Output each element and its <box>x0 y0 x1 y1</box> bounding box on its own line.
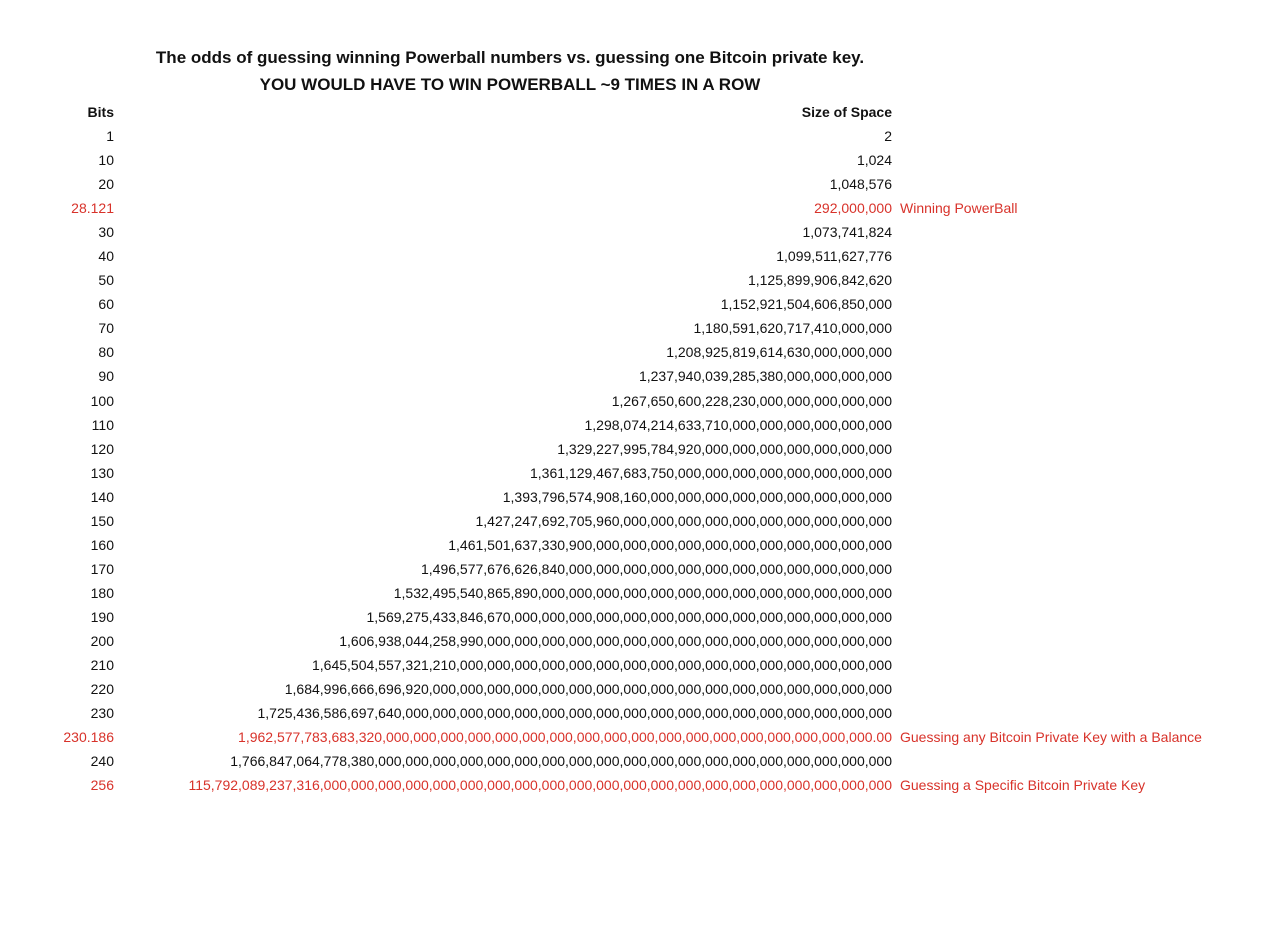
bits-cell: 90 <box>98 368 114 385</box>
bits-cell: 190 <box>90 608 114 625</box>
annotation-note: Winning PowerBall <box>900 200 1018 217</box>
table-row <box>0 416 1280 440</box>
size-cell: 1,684,996,666,696,920,000,000,000,000,000,000,000,000,000,000,000,000,000,000,000,000,000 <box>284 681 892 698</box>
bits-cell: 50 <box>98 272 114 289</box>
bits-cell: 256 <box>90 777 114 794</box>
table-row <box>0 464 1280 488</box>
table-header <box>0 103 1280 127</box>
bits-cell: 170 <box>90 560 114 577</box>
table-row <box>0 752 1280 776</box>
annotation-note: Guessing any Bitcoin Private Key with a Balance <box>900 729 1202 746</box>
bits-cell: 150 <box>90 512 114 529</box>
bits-cell: 1 <box>106 128 114 144</box>
table-row <box>0 632 1280 656</box>
bits-cell: 120 <box>90 440 114 457</box>
bits-cell: 180 <box>90 584 114 601</box>
size-cell: 1,427,247,692,705,960,000,000,000,000,000,000,000,000,000,000 <box>475 512 892 529</box>
bits-cell: 110 <box>91 416 114 433</box>
size-cell: 1,208,925,819,614,630,000,000,000 <box>666 344 892 361</box>
bits-cell: 20 <box>98 176 114 193</box>
size-cell: 1,237,940,039,285,380,000,000,000,000 <box>638 368 892 385</box>
size-cell: 1,766,847,064,778,380,000,000,000,000,000,000,000,000,000,000,000,000,000,000,000,000,000,000,000 <box>230 753 892 770</box>
size-cell: 1,532,495,540,865,890,000,000,000,000,000,000,000,000,000,000,000,000,000 <box>393 584 892 601</box>
table-row <box>0 584 1280 608</box>
table-row <box>0 295 1280 319</box>
table-row <box>0 536 1280 560</box>
bits-cell: 28.121 <box>71 200 114 217</box>
size-cell: 1,569,275,433,846,670,000,000,000,000,000,000,000,000,000,000,000,000,000,000 <box>366 608 892 625</box>
table-row <box>0 560 1280 584</box>
table-row <box>0 392 1280 416</box>
bits-cell: 230.186 <box>63 729 114 746</box>
size-cell: 1,298,074,214,633,710,000,000,000,000,000,000 <box>584 416 892 433</box>
page-subtitle: YOU WOULD HAVE TO WIN POWERBALL ~9 TIMES IN A ROW <box>259 75 761 94</box>
bits-cell: 240 <box>90 753 114 770</box>
bits-cell: 230 <box>90 705 114 722</box>
size-cell: 1,329,227,995,784,920,000,000,000,000,000,000,000 <box>557 440 892 457</box>
table-row <box>0 680 1280 704</box>
size-cell: 1,496,577,676,626,840,000,000,000,000,000,000,000,000,000,000,000,000 <box>420 560 892 577</box>
table-row <box>0 223 1280 247</box>
bits-cell: 130 <box>90 464 114 481</box>
size-cell: 1,152,921,504,606,850,000 <box>720 296 892 313</box>
table-row <box>0 488 1280 512</box>
table-row <box>0 151 1280 175</box>
size-cell: 1,024 <box>856 152 892 169</box>
annotation-note: Guessing a Specific Bitcoin Private Key <box>900 777 1146 794</box>
size-cell: 1,725,436,586,697,640,000,000,000,000,000,000,000,000,000,000,000,000,000,000,000,000,000,000 <box>257 705 892 722</box>
bits-cell: 220 <box>90 681 114 698</box>
bits-cell: 70 <box>98 320 114 337</box>
table-row <box>0 367 1280 391</box>
size-cell: 115,792,089,237,316,000,000,000,000,000,000,000,000,000,000,000,000,000,000,000,000,000,000,000,000,000 <box>188 777 892 794</box>
size-cell: 1,180,591,620,717,410,000,000 <box>693 320 892 337</box>
bits-cell: 40 <box>98 248 114 265</box>
size-column-header: Size of Space <box>801 104 892 120</box>
table-row <box>0 776 1280 800</box>
size-cell: 1,267,650,600,228,230,000,000,000,000,000 <box>611 392 892 409</box>
table-row <box>0 440 1280 464</box>
size-cell: 1,645,504,557,321,210,000,000,000,000,000,000,000,000,000,000,000,000,000,000,000,000 <box>312 657 892 674</box>
size-cell: 1,099,511,627,776 <box>776 248 892 265</box>
size-cell: 1,461,501,637,330,900,000,000,000,000,000,000,000,000,000,000,000 <box>448 536 892 553</box>
size-cell: 1,361,129,467,683,750,000,000,000,000,000,000,000,000 <box>529 464 892 481</box>
table-row <box>0 175 1280 199</box>
bits-cell: 210 <box>90 657 114 674</box>
bits-cell: 60 <box>98 296 114 313</box>
size-cell: 1,048,576 <box>829 176 892 193</box>
bits-cell: 160 <box>90 536 114 553</box>
bits-cell: 30 <box>98 224 114 241</box>
table-row <box>0 247 1280 271</box>
bits-column-header: Bits <box>87 104 114 120</box>
size-cell: 292,000,000 <box>814 200 892 217</box>
table-row <box>0 728 1280 752</box>
size-cell: 1,606,938,044,258,990,000,000,000,000,000,000,000,000,000,000,000,000,000,000,000 <box>339 632 892 649</box>
bits-cell: 10 <box>98 152 114 169</box>
bits-cell: 140 <box>90 488 114 505</box>
table-row <box>0 319 1280 343</box>
page-title: The odds of guessing winning Powerball numbers vs. guessing one Bitcoin private key. <box>155 48 865 67</box>
bits-cell: 200 <box>90 632 114 649</box>
size-cell: 1,125,899,906,842,620 <box>747 272 892 289</box>
size-cell: 1,073,741,824 <box>802 224 892 241</box>
table-row <box>0 343 1280 367</box>
size-cell: 1,962,577,783,683,320,000,000,000,000,000,000,000,000,000,000,000,000,000,000,000,000,000,000.00 <box>238 729 892 746</box>
table-row <box>0 271 1280 295</box>
table-row <box>0 199 1280 223</box>
table-row <box>0 512 1280 536</box>
bits-cell: 80 <box>98 344 114 361</box>
table-body <box>0 127 1280 800</box>
table-row <box>0 656 1280 680</box>
size-cell: 2 <box>884 128 892 144</box>
bits-cell: 100 <box>90 392 114 409</box>
table-row <box>0 127 1280 151</box>
size-cell: 1,393,796,574,908,160,000,000,000,000,000,000,000,000,000 <box>502 488 892 505</box>
table-row <box>0 608 1280 632</box>
table-row <box>0 704 1280 728</box>
